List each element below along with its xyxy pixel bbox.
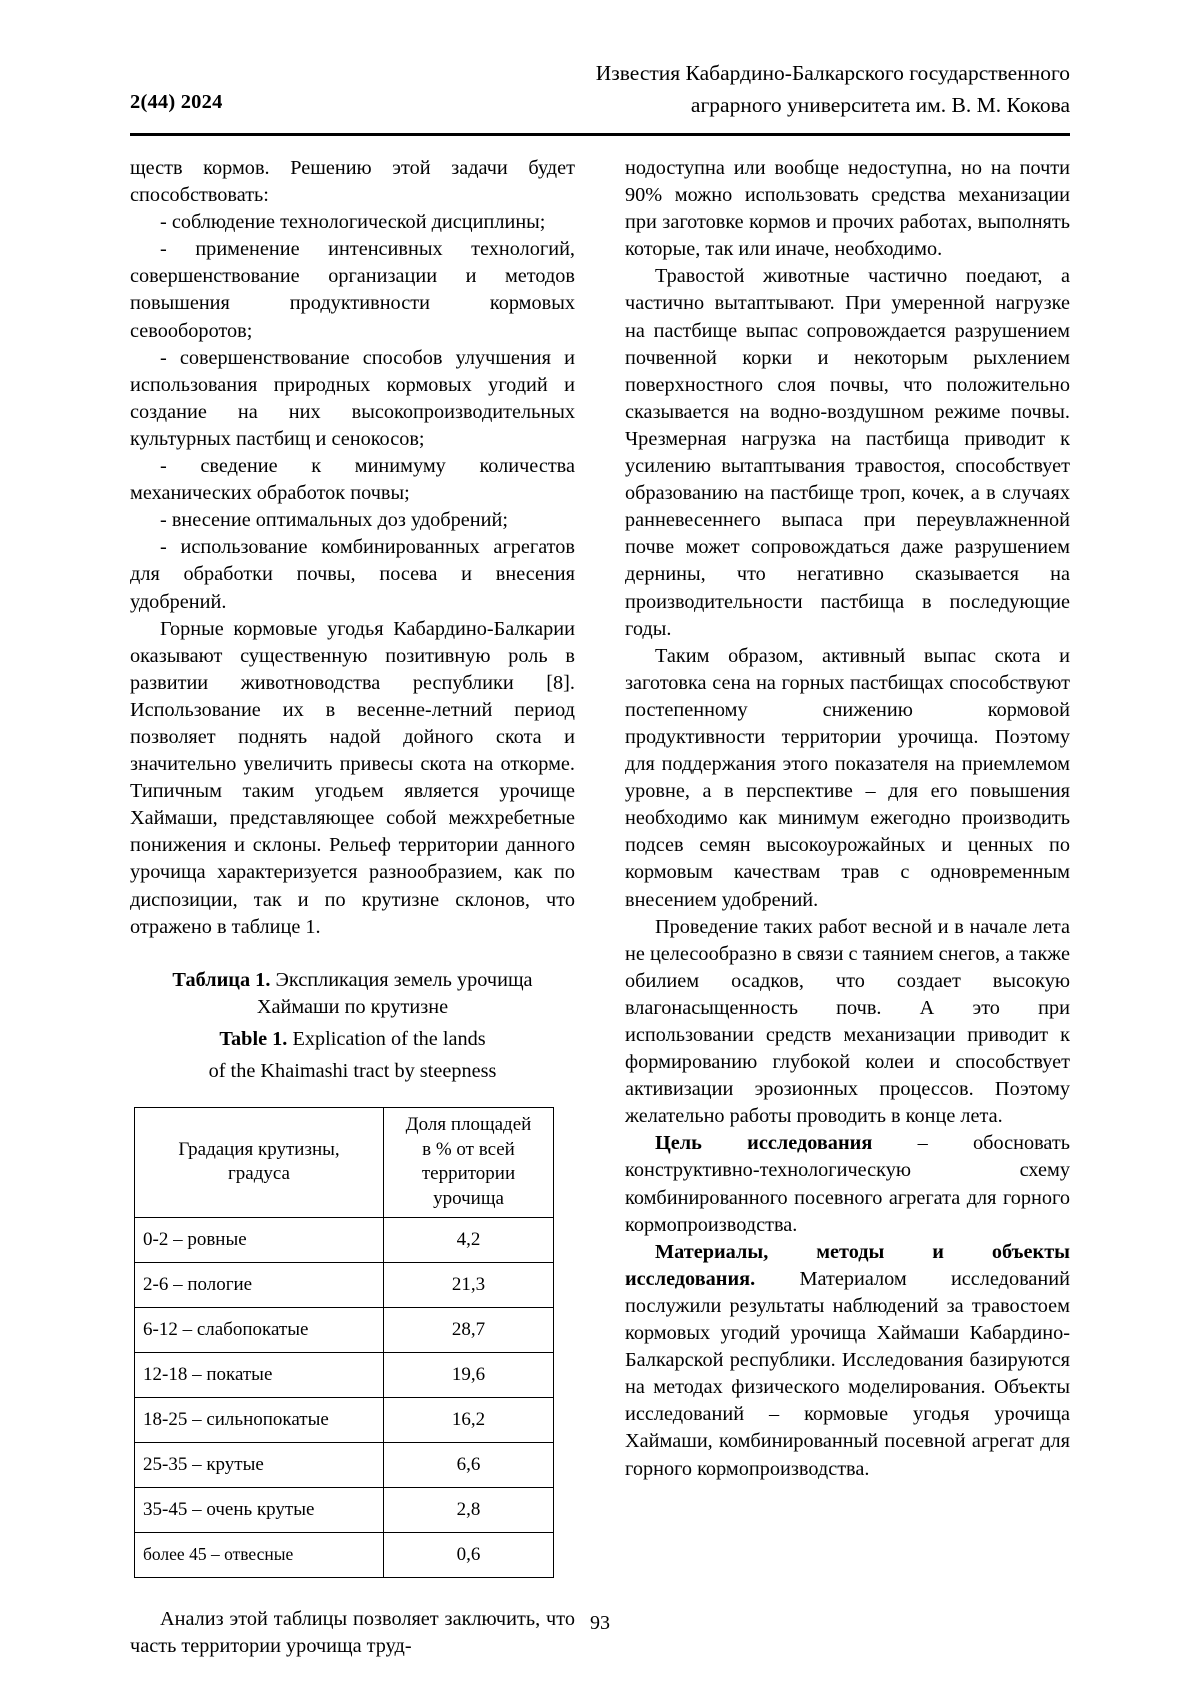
explication-table [134,1107,554,1578]
paragraph-methods [625,1239,1070,1483]
cell-category: более 45 – отвесные [135,1532,384,1577]
cell-category: 2-6 – пологие [135,1262,384,1307]
page-header [130,58,1070,122]
table-header-row [135,1108,554,1218]
table-row [135,1217,554,1262]
paragraph: Горные кормовые угодья Кабардино-Балкарии оказывают существенную позитивную роль в развитии животноводства республики [8]. Использование их в весенне-летний период позволяет поднять надой дойного скота и значительно увеличить привесы скота на откорме. Типичным таким угодьем является урочище Хаймаши, представляющее собой межхребетные понижения и склоны. Рельеф территории данного урочища характеризуется разнообразием, как по диспозиции, так и по крутизне склонов, что отражено в таблице 1. [130,617,575,938]
table-caption-ru-label: Таблица 1. [172,968,271,991]
table-row [135,1442,554,1487]
column-header-gradation-line1: Градация крутизны, [178,1138,340,1160]
table-caption-ru-line2: Хаймаши по крутизне [256,995,449,1018]
issue-number: 2(44) 2024 [130,91,223,113]
cell-value: 0,6 [384,1532,554,1577]
table-row [135,1532,554,1577]
journal-title [370,58,1070,122]
methods-text: Материалом исследований послужили результаты наблюдений за травостоем кормовых угодий урочища Хаймаши Кабардино-Балкарской республики. Исследования базируются на методах физического моделирования. Объекты исследований – кормовые угодья урочища Хаймаши, комбинированный посевной агрегат для горного кормопроизводства. [625,1267,1070,1480]
paragraph: - применение интенсивных технологий, совершенствование организации и методов повышения продуктивности кормовых севооборотов; [130,238,575,342]
table-body [135,1217,554,1577]
cell-value: 21,3 [384,1262,554,1307]
paragraph: Таким образом, активный выпас скота и заготовка сена на горных пастбищах способствуют постепенному снижению кормовой продуктивности территории урочища. Поэтому для поддержания этого показателя на приемлемом уровне, а в перспективе – для его повышения необходимо как минимум ежегодно производить подсев семян высокоурожайных и ценных по кормовым качествам трав с одновременным внесением удобрений. [625,644,1070,911]
methods-label: Материалы, методы и объекты исследования. [625,1240,1070,1290]
page-number: 93 [590,1612,610,1634]
table-caption-ru [130,967,575,994]
column-header-gradation-line2: градуса [228,1163,290,1185]
cell-value: 4,2 [384,1217,554,1262]
column-header-share-line1: Доля площадей [405,1114,532,1136]
table-row [135,1352,554,1397]
cell-category: 35-45 – очень крутые [135,1487,384,1532]
goal-text: – обосновать конструктивно-технологическую схему комбинированного посевного агрегата для горного кормопроизводства. [625,1132,1070,1236]
column-header-share-line2: в % от всей [422,1138,515,1160]
goal-label: Цель исследования [655,1132,873,1155]
paragraph: - использование комбинированных агрегатов для обработки почвы, посева и внесения удобрений. [130,536,575,613]
paragraph: - внесение оптимальных доз удобрений; [160,509,508,532]
paragraph: - сведение к минимуму количества механических обработок почвы; [130,455,575,505]
paragraph: нодоступна или вообще недоступна, но на почти 90% можно использовать средства механизации при заготовке кормов и прочих работах, выполнять которые, так или иначе, необходимо. [625,157,1070,261]
column-header-share-line3: территории [421,1163,516,1185]
paragraph: - совершенствование способов улучшения и использования природных кормовых угодий и создание на них высокопроизводительных культурных пастбищ и сенокосов; [130,346,575,450]
paragraph: Проведение таких работ весной и в начале лета не целесообразно в связи с таянием снегов, а также обилием осадков, что создает высокую влагонасыщенность почв. А это при использовании средств механизации приводит к формированию глубокой колеи и способствует активизации эрозионных процессов. Поэтому желательно работы проводить в конце лета. [625,915,1070,1128]
journal-title-line2: аграрного университета им. В. М. Кокова [690,92,1070,117]
right-column [625,155,1070,1660]
header-divider [130,133,1070,136]
cell-category: 6-12 – слабопокатые [135,1307,384,1352]
cell-value: 2,8 [384,1487,554,1532]
journal-title-line1: Известия Кабардино-Балкарского государственного [595,61,1070,85]
table-caption-en-line2: of the Khaimashi tract by steepness [208,1060,497,1082]
left-column [130,155,575,1660]
body-columns [130,155,1070,1660]
cell-category: 18-25 – сильнопокатые [135,1397,384,1442]
table-row [135,1307,554,1352]
cell-value: 6,6 [384,1442,554,1487]
table-caption [130,967,575,1085]
table-caption-en [130,1026,575,1053]
cell-value: 19,6 [384,1352,554,1397]
cell-category: 0-2 – ровные [135,1217,384,1262]
cell-value: 28,7 [384,1307,554,1352]
table-caption-en-text: Explication of the lands [287,1027,486,1050]
table-caption-ru-text: Экспликация земель урочища [270,968,533,991]
paragraph: - соблюдение технологической дисциплины; [160,211,546,234]
table-caption-en-label: Table 1. [219,1027,288,1050]
column-header-gradation [135,1108,384,1218]
cell-category: 25-35 – крутые [135,1442,384,1487]
table-row [135,1397,554,1442]
table-head [135,1108,554,1218]
table-row [135,1262,554,1307]
table-row [135,1487,554,1532]
cell-value: 16,2 [384,1397,554,1442]
paragraph: Травостой животные частично поедают, а частично вытаптывают. При умеренной нагрузке на пастбище выпас сопровождается разрушением почвенной корки и некоторым рыхлением поверхностного слоя почвы, что положительно сказывается на водно-воздушном режиме почвы. Чрезмерная нагрузка на пастбища приводит к усилению вытаптывания травостоя, способствует образованию на пастбище троп, кочек, а в случаях ранневесеннего выпаса при переувлажненной почве может сопровождаться даже разрушением дернины, что негативно сказывается на производительности пастбища в последующие годы. [625,265,1070,640]
paragraph: ществ кормов. Решению этой задачи будет способствовать: [130,157,575,207]
paragraph-goal [625,1130,1070,1238]
cell-category: 12-18 – покатые [135,1352,384,1397]
paragraph: Анализ этой таблицы позволяет заключить, что часть территории урочища труд- [130,1607,575,1657]
column-header-share-line4: урочища [433,1188,504,1210]
column-header-share [384,1108,554,1218]
